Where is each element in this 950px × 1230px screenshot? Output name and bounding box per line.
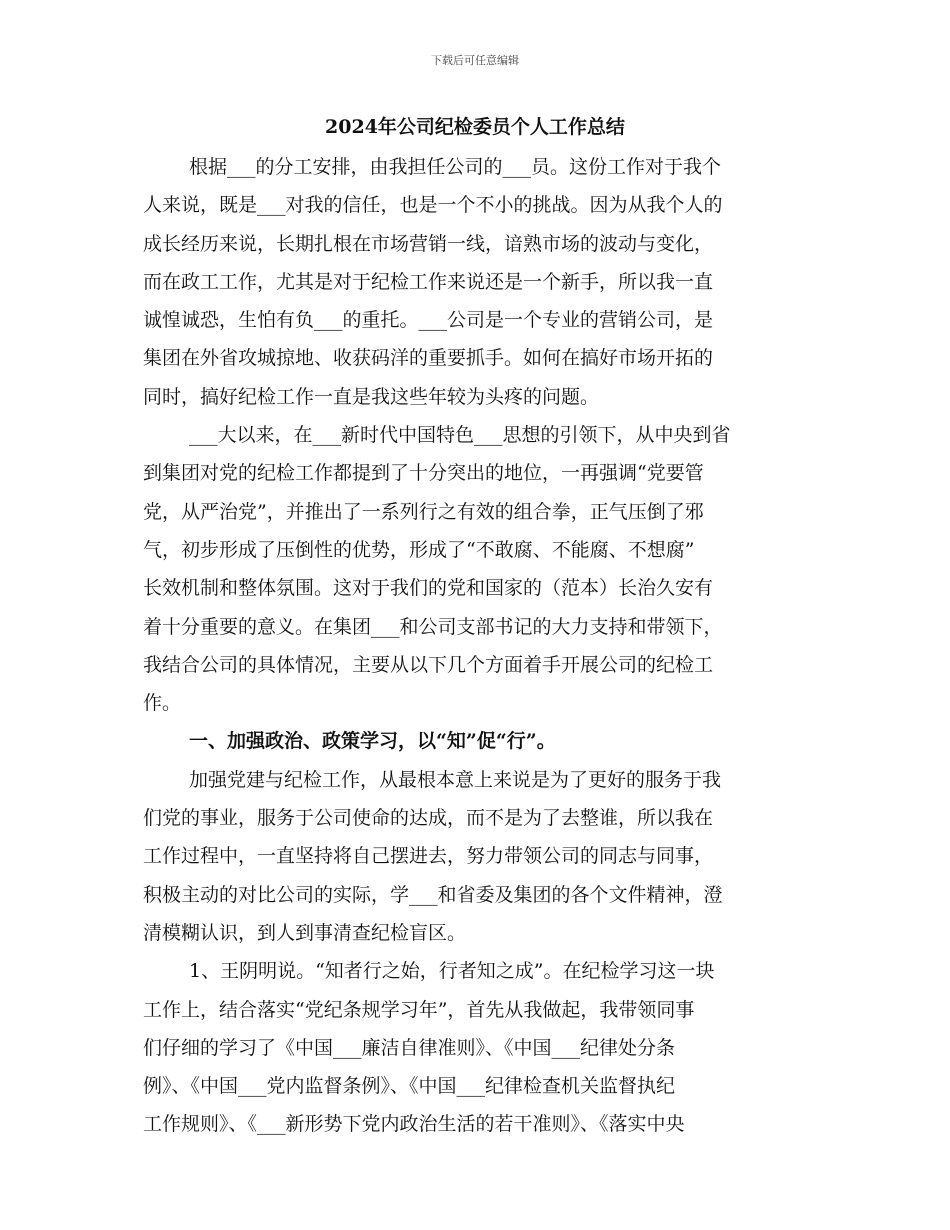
paragraph-line: 工作上，结合落实“党纪条规学习年”，首先从我做起，我带领同事 <box>143 998 695 1021</box>
paragraph-line: 人来说，既是___对我的信任，也是一个不小的挑战。因为从我个人的 <box>143 194 723 217</box>
document-body <box>143 148 807 1144</box>
paragraph-line: 例》、《中国___党内监督条例》、《中国___纪律检查机关监督执纪 <box>143 1075 676 1098</box>
paragraph-line: 工作规则》、《___新形势下党内政治生活的若干准则》、《落实中央 <box>143 1113 685 1136</box>
paragraph-line: 根据___的分工安排，由我担任公司的___员。这份工作对于我个 <box>189 156 722 178</box>
paragraph-line: 清模糊认识，到人到事清查纪检盲区。 <box>143 921 467 944</box>
paragraph-line: 们仔细的学习了《中国___廉洁自律准则》、《中国___纪律处分条 <box>143 1036 676 1059</box>
paragraph-line: 们党的事业，服务于公司使命的达成，而不是为了去整谁，所以我在 <box>143 807 714 830</box>
header-note: 下载后可任意编辑 <box>431 54 519 67</box>
paragraph-line: 同时，搞好纪检工作一直是我这些年较为头疼的问题。 <box>143 385 600 408</box>
paragraph-line: 积极主动的对比公司的实际，学___和省委及集团的各个文件精神，澄 <box>143 883 723 906</box>
paragraph-line: 气，初步形成了压倒性的优势，形成了“不敢腐、不能腐、不想腐” <box>143 538 695 561</box>
paragraph-line: 作。 <box>143 692 182 715</box>
paragraph-line: 到集团对党的纪检工作都提到了十分突出的地位，一再强调“党要管 <box>143 462 704 485</box>
paragraph-line: 长效机制和整体氛围。这对于我们的党和国家的（范本）长治久安有 <box>143 577 714 600</box>
paragraph-line: 党，从严治党”，并推出了一系列行之有效的组合拳，正气压倒了邪 <box>143 500 704 523</box>
paragraph-line: 成长经历来说，长期扎根在市场营销一线，谙熟市场的波动与变化， <box>143 232 714 255</box>
paragraph-line: ___大以来，在___新时代中国特色___思想的引领下，从中央到省 <box>189 424 731 447</box>
document-title: 2024年公司纪检委员个人工作总结 <box>325 116 625 138</box>
paragraph-line: 集团在外省攻城掠地、收获码洋的重要抓手。如何在搞好市场开拓的 <box>143 347 714 370</box>
paragraph-line: 诚惶诚恐，生怕有负___的重托。___公司是一个专业的营销公司，是 <box>143 309 714 332</box>
paragraph-line: 我结合公司的具体情况，主要从以下几个方面着手开展公司的纪检工 <box>143 653 714 676</box>
paragraph-line: 而在政工工作，尤其是对于纪检工作来说还是一个新手，所以我一直 <box>143 270 714 293</box>
paragraph-line: 着十分重要的意义。在集团___和公司支部书记的大力支持和带领下， <box>143 615 723 638</box>
paragraph-line: 加强党建与纪检工作，从最根本意上来说是为了更好的服务于我 <box>189 768 722 791</box>
paragraph-line: 1、王阴明说。“知者行之始，行者知之成”。在纪检学习这一块 <box>189 960 715 983</box>
paragraph-line: 工作过程中，一直坚持将自己摆进去，努力带领公司的同志与同事， <box>143 845 714 868</box>
section-heading: 一、加强政治、政策学习，以“知”促“行”。 <box>189 730 556 753</box>
